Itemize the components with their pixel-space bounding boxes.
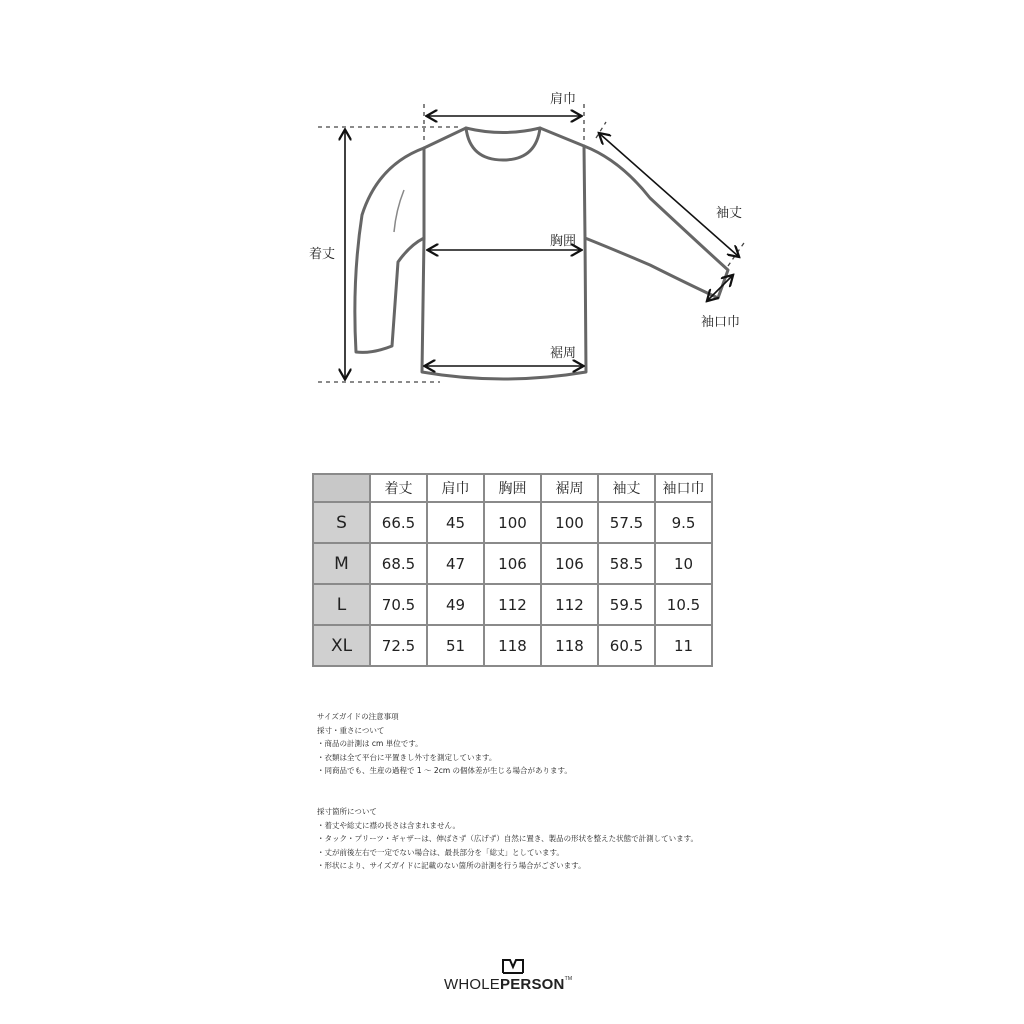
table-cell: 70.5 xyxy=(370,584,427,625)
brand-trademark: TM xyxy=(564,976,573,982)
table-row xyxy=(313,584,712,625)
brand-word-light: WHOLE xyxy=(444,976,501,993)
table-cell: 106 xyxy=(484,543,541,584)
table-cell: 9.5 xyxy=(655,502,712,543)
measurement-points-notes xyxy=(317,805,698,873)
table-cell: 57.5 xyxy=(598,502,655,543)
brand-wordmark xyxy=(444,976,572,993)
table-cell: 118 xyxy=(541,625,598,666)
table-header-cell: 裾周 xyxy=(541,474,598,502)
notes-line: ・衣類は全て平台に平置きし外寸を測定しています。 xyxy=(317,752,497,762)
table-row xyxy=(313,543,712,584)
table-cell: 49 xyxy=(427,584,484,625)
size-table xyxy=(312,473,713,667)
size-label-cell: XL xyxy=(313,625,370,666)
label-hem: 裾周 xyxy=(550,346,577,361)
table-cell: 11 xyxy=(655,625,712,666)
notes-line: ・タック・プリーツ・ギャザーは、伸ばさず（広げず）自然に置き、製品の形状を整えた状態で計測しています。 xyxy=(317,834,698,843)
shirt-outline xyxy=(355,128,728,379)
table-cell: 45 xyxy=(427,502,484,543)
table-header-cell: 着丈 xyxy=(370,474,427,502)
table-cell: 10 xyxy=(655,543,712,584)
table-cell: 51 xyxy=(427,625,484,666)
dimension-arrows xyxy=(345,116,741,378)
table-cell: 59.5 xyxy=(598,584,655,625)
table-cell: 100 xyxy=(484,502,541,543)
label-shoulder: 肩巾 xyxy=(550,92,577,107)
table-cell: 106 xyxy=(541,543,598,584)
garment-diagram xyxy=(0,0,1024,420)
table-header-cell: 胸囲 xyxy=(484,474,541,502)
table-cell: 68.5 xyxy=(370,543,427,584)
table-cell: 72.5 xyxy=(370,625,427,666)
sleeve-crease xyxy=(394,190,404,232)
table-cell: 10.5 xyxy=(655,584,712,625)
table-cell: 112 xyxy=(541,584,598,625)
notes-line: ・商品の計測は cm 単位です。 xyxy=(317,739,423,748)
notes-line: ・形状により、サイズガイドに記載のない箇所の計測を行う場合がございます。 xyxy=(317,861,586,870)
table-header-cell: 袖丈 xyxy=(598,474,655,502)
notes-line: ・丈が前後左右で一定でない場合は、最長部分を「総丈」としています。 xyxy=(317,847,564,857)
table-row xyxy=(313,625,712,666)
brand-word-bold: PERSON xyxy=(500,976,565,993)
table-header-row xyxy=(313,474,712,502)
table-cell: 60.5 xyxy=(598,625,655,666)
brand-mark-icon xyxy=(502,958,524,974)
notes-line: ・着丈や総丈に襟の長さは含まれません。 xyxy=(317,820,460,830)
table-cell: 47 xyxy=(427,543,484,584)
table-header-cell: 袖口巾 xyxy=(655,474,712,502)
sleeve-arrow xyxy=(600,134,738,256)
table-cell: 66.5 xyxy=(370,502,427,543)
size-label-cell: S xyxy=(313,502,370,543)
label-chest: 胸囲 xyxy=(550,234,577,249)
brand-logo xyxy=(444,958,584,998)
guide-lines xyxy=(318,104,746,382)
notes-heading: サイズガイドの注意事項 xyxy=(317,712,399,721)
label-sleeve: 袖丈 xyxy=(716,206,743,221)
size-guide-notes xyxy=(317,710,572,778)
label-length: 着丈 xyxy=(309,247,336,262)
table-corner-cell xyxy=(313,474,370,502)
label-cuff: 袖口巾 xyxy=(701,315,741,330)
size-label-cell: M xyxy=(313,543,370,584)
table-cell: 58.5 xyxy=(598,543,655,584)
table-cell: 118 xyxy=(484,625,541,666)
table-row xyxy=(313,502,712,543)
notes-subheading: 採寸・重さについて xyxy=(317,725,385,735)
table-cell: 112 xyxy=(484,584,541,625)
notes-line: ・同商品でも、生産の過程で 1 ～ 2cm の個体差が生じる場合があります。 xyxy=(317,766,572,775)
table-cell: 100 xyxy=(541,502,598,543)
size-label-cell: L xyxy=(313,584,370,625)
table-header-cell: 肩巾 xyxy=(427,474,484,502)
notes-heading: 採寸箇所について xyxy=(317,807,377,816)
